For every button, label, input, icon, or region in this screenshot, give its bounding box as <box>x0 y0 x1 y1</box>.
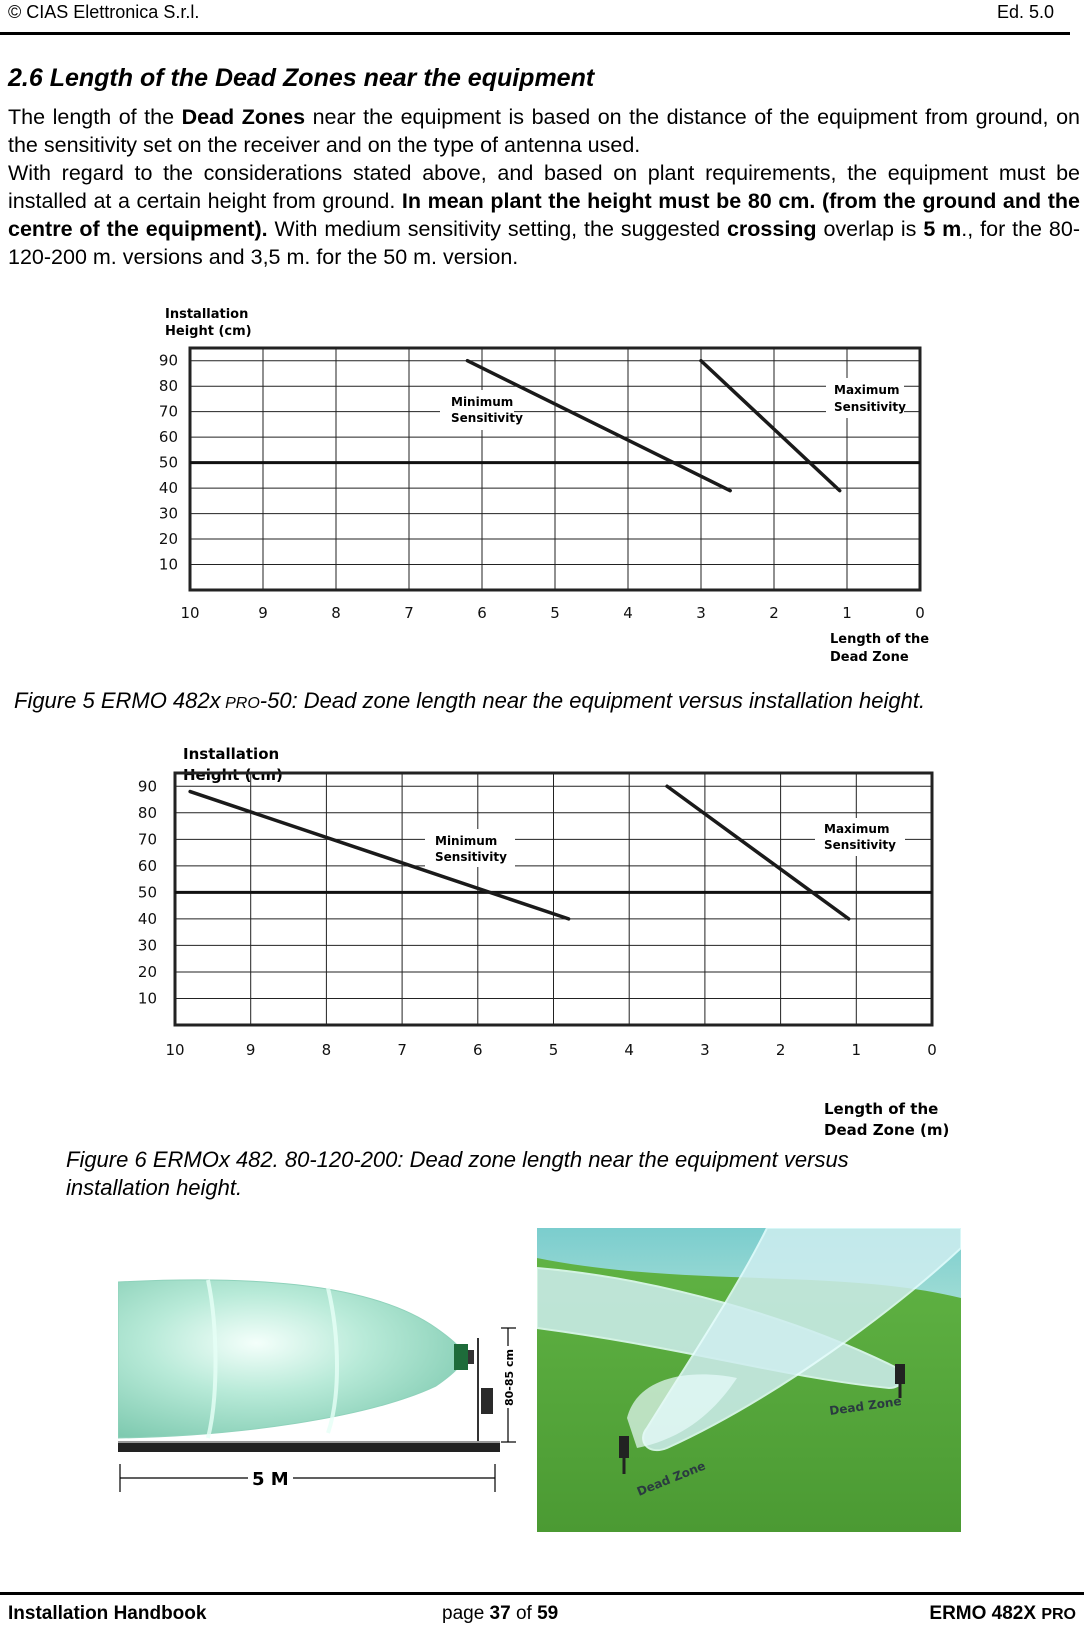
text-run: With medium sensitivity setting, the suggested <box>267 217 727 241</box>
y-tick-label: 70 <box>158 402 178 421</box>
x-tick-label: 4 <box>624 1041 634 1059</box>
y-axis-label: Installation <box>183 745 280 763</box>
x-tick-label: 0 <box>915 604 925 622</box>
chart-marks <box>190 786 849 919</box>
product-suffix: PRO <box>1041 1606 1076 1623</box>
height-label: 80-85 cm <box>503 1349 516 1406</box>
text-run: ., for the 80-120-200 m. versions and 3,5 m. for the 50 m. version. <box>8 217 1080 269</box>
beam-shape <box>118 1280 464 1438</box>
series-label-max: Sensitivity <box>834 400 906 414</box>
y-tick-label: 90 <box>137 777 157 796</box>
x-tick-label: 5 <box>550 604 560 622</box>
series-label-max: Maximum <box>834 383 900 397</box>
x-tick-label: 10 <box>180 604 200 622</box>
y-tick-label: 20 <box>137 962 157 981</box>
ground-bar <box>118 1442 500 1452</box>
x-tick-label: 3 <box>700 1041 710 1059</box>
receiver-icon <box>895 1364 905 1384</box>
x-axis-label: Length of the <box>824 1100 939 1118</box>
transmitter-icon <box>619 1436 629 1458</box>
x-axis-label: Dead Zone <box>830 650 909 665</box>
y-axis-label: Height (cm) <box>183 766 283 784</box>
caption-line: installation height. <box>66 1175 243 1200</box>
series-label-min: Minimum <box>451 395 514 409</box>
figure-5-caption <box>14 688 1084 714</box>
text-run-bold: 5 m <box>923 217 962 241</box>
figure-6-caption <box>66 1146 1066 1202</box>
x-tick-label: 2 <box>775 1041 786 1059</box>
x-tick-label: 8 <box>321 1041 332 1059</box>
y-tick-label: 90 <box>158 351 178 370</box>
transmitter-bracket <box>468 1350 474 1364</box>
x-tick-label: 0 <box>927 1041 937 1059</box>
y-tick-label: 30 <box>137 936 157 955</box>
x-tick-label: 4 <box>623 604 633 622</box>
transmitter-icon <box>454 1344 468 1370</box>
footer-divider <box>0 1592 1084 1595</box>
header-company: © CIAS Elettronica S.r.l. <box>8 2 200 22</box>
x-tick-label: 5 <box>548 1041 559 1059</box>
figure-6-chart <box>0 735 1084 1145</box>
footer-page-number: page 37 of 59 <box>442 1603 559 1624</box>
x-tick-label: 2 <box>769 604 779 622</box>
text-run-bold: crossing <box>726 217 817 241</box>
x-tick-label: 10 <box>165 1041 185 1059</box>
y-tick-label: 50 <box>158 453 178 472</box>
series-label-min: Minimum <box>435 834 498 848</box>
y-axis-label: Height (cm) <box>165 324 252 339</box>
x-tick-label: 7 <box>404 604 414 622</box>
y-tick-label: 30 <box>158 504 178 523</box>
caption-line: Figure 6 ERMOx 482. 80-120-200: Dead zone length near the equipment versus <box>66 1147 849 1172</box>
y-tick-label: 40 <box>158 479 178 498</box>
y-tick-label: 10 <box>158 555 178 574</box>
x-tick-label: 3 <box>696 604 706 622</box>
x-tick-label: 6 <box>477 604 487 622</box>
y-tick-label: 80 <box>158 377 178 396</box>
x-tick-label: 7 <box>397 1041 407 1059</box>
caption-text: Figure 5 ERMO 482 <box>14 688 210 713</box>
footer-product <box>929 1603 1076 1625</box>
x-tick-label: 9 <box>245 1041 256 1059</box>
text-run-bold: Dead Zones <box>181 105 306 129</box>
header-divider <box>0 32 1070 35</box>
footer-document-title: Installation Handbook <box>8 1603 207 1624</box>
x-tick-label: 9 <box>258 604 268 622</box>
y-axis-label: Installation <box>165 307 249 322</box>
figure-5-chart <box>0 300 1084 690</box>
distance-label: 5 M <box>252 1469 289 1490</box>
text-run: overlap is <box>816 217 924 241</box>
series-line-maximum-sensitivity <box>701 361 840 491</box>
section-body <box>8 103 1080 271</box>
series-label-min: Sensitivity <box>451 411 523 425</box>
dead-zone-label: Dead Zone <box>828 1394 903 1418</box>
chart-grid <box>159 348 925 622</box>
receiver-box-icon <box>481 1388 493 1414</box>
paragraph-1 <box>8 103 1080 159</box>
x-axis-label: Dead Zone (m) <box>824 1121 950 1139</box>
x-tick-label: 1 <box>842 604 852 622</box>
page-current: 37 <box>489 1603 511 1624</box>
caption-text: -50: Dead zone length near the equipment versus installation height. <box>259 688 926 713</box>
paragraph-2 <box>8 159 1080 271</box>
series-label-max: Sensitivity <box>824 838 896 852</box>
y-tick-label: 60 <box>137 856 157 875</box>
dead-zone-label: Dead Zone <box>634 1458 708 1499</box>
y-tick-label: 50 <box>137 883 157 902</box>
text-run-bold: In mean plant the height must be 80 cm. (from the ground and the centre of the equipment). <box>8 189 1080 241</box>
product-name: ERMO 482X <box>929 1603 1037 1624</box>
y-tick-label: 20 <box>158 530 178 549</box>
page-total: 59 <box>537 1603 559 1624</box>
x-tick-label: 1 <box>851 1041 862 1059</box>
y-tick-label: 80 <box>137 803 157 822</box>
series-label-min: Sensitivity <box>435 850 507 864</box>
text-run: near the equipment is based on the distance of the equipment from ground, on the sensitivity set on the receiver and on the type of antenna used. <box>8 105 1080 157</box>
crossing-beams-illustration <box>537 1228 961 1532</box>
section-title: 2.6 Length of the Dead Zones near the equipment <box>8 64 595 92</box>
y-tick-label: 70 <box>137 830 157 849</box>
x-tick-label: 8 <box>331 604 341 622</box>
text-run: The length of the <box>8 105 182 129</box>
y-tick-label: 60 <box>158 428 178 447</box>
side-view-illustration <box>118 1268 530 1516</box>
series-label-max: Maximum <box>824 822 890 836</box>
y-tick-label: 10 <box>137 989 157 1008</box>
caption-text: PRO <box>220 695 260 712</box>
header-edition: Ed. 5.0 <box>996 2 1054 22</box>
caption-text: x <box>209 688 221 713</box>
x-tick-label: 6 <box>473 1041 483 1059</box>
text-run: With regard to the considerations stated above, and based on plant requirements, the equipment must be installed at a certain height from ground. <box>8 161 1080 213</box>
y-tick-label: 40 <box>137 909 157 928</box>
x-axis-label: Length of the <box>830 632 930 647</box>
chart-marks <box>467 361 839 491</box>
